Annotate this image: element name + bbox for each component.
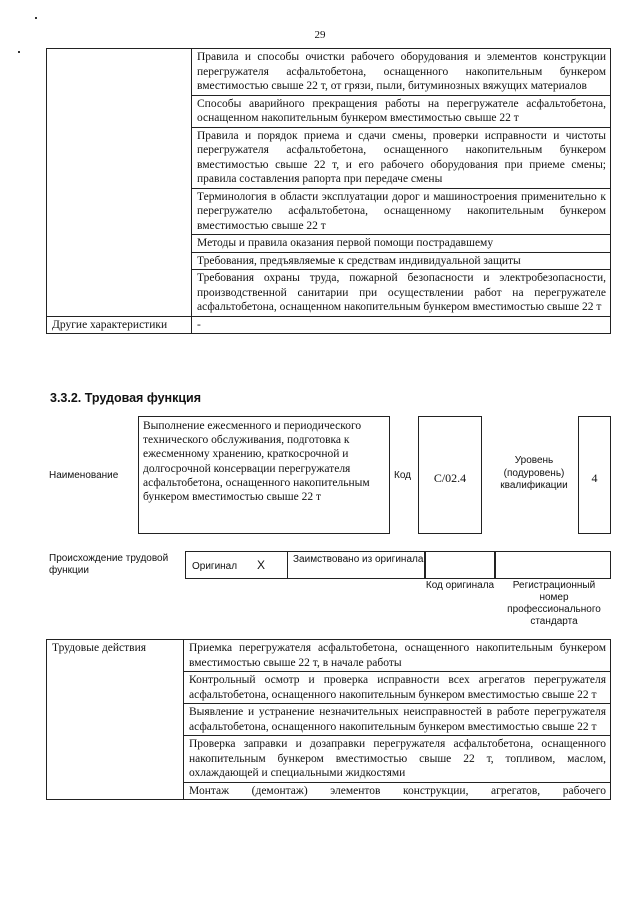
scan-speck <box>35 17 37 19</box>
origin-box <box>185 551 425 579</box>
other-characteristics-value: - <box>192 316 611 334</box>
labor-action-item: Контрольный осмотр и проверка исправности всех агрегатов перегружателя асфальтобетона, оснащенного накопительным бункером вместимостью свыше 22 т <box>184 672 611 704</box>
labor-actions-label: Трудовые действия <box>47 640 184 800</box>
labor-actions-table <box>46 639 611 800</box>
knowledge-item: Правила и порядок приема и сдачи смены, проверки исправности и чистоты перегружателя асфальтобетона, оснащенного накопительным бункером вместимостью свыше 22 т, и его рабочего оборудования при приеме смены; правила составления рапорта при передаче смены <box>192 127 611 188</box>
table-row <box>47 640 611 672</box>
original-mark: X <box>257 558 266 572</box>
reg-number-caption: Регистрационный номер профессионального стандарта <box>507 580 601 627</box>
other-characteristics-label: Другие характеристики <box>47 316 192 334</box>
divider <box>287 552 288 578</box>
function-name-box: Выполнение ежесменного и периодического технического обслуживания, подготовка к ежесменному хранению, краткосрочной и долгосрочной консервации перегружателя асфальтобетона, оснащенного накопительным бункером вместимостью свыше 22 т <box>138 416 390 534</box>
table-row <box>47 316 611 334</box>
knowledge-item: Методы и правила оказания первой помощи пострадавшему <box>192 235 611 253</box>
knowledge-item: Способы аварийного прекращения работы на перегружателе асфальтобетона, оснащенном накопительным бункером вместимостью свыше 22 т <box>192 95 611 127</box>
code-box: С/02.4 <box>418 416 482 534</box>
scan-speck <box>18 51 20 53</box>
knowledge-item: Требования, предъявляемые к средствам индивидуальной защиты <box>192 252 611 270</box>
table-row <box>47 49 611 96</box>
labor-action-item: Монтаж (демонтаж) элементов конструкции, агрегатов, рабочего <box>184 782 611 800</box>
original-code-caption: Код оригинала <box>425 580 495 591</box>
reg-number-box <box>495 551 611 579</box>
knowledge-item: Терминология в области эксплуатации дорог и машиностроения применительно к перегружателю асфальтобетона, оснащенному накопительным бункером вместимостью свыше 22 т <box>192 188 611 235</box>
labor-action-item: Выявление и устранение незначительных неисправностей в работе перегружателя асфальтобетона, оснащенного накопительным бункером вместимостью свыше 22 т <box>184 704 611 736</box>
section-heading: 3.3.2. Трудовая функция <box>50 391 202 405</box>
label-cell <box>47 49 192 317</box>
code-label: Код <box>394 470 412 481</box>
labor-action-item: Проверка заправки и дозаправки перегружателя асфальтобетона, оснащенного накопительным бункером вместимостью свыше 22 т, топливом, маслом, охлаждающей и специальными жидкостями <box>184 736 611 783</box>
qualification-level-label: Уровень (подуровень) квалификации <box>500 455 568 491</box>
qualification-level-box: 4 <box>578 416 611 534</box>
knowledge-item: Правила и способы очистки рабочего оборудования и элементов конструкции перегружателя асфальтобетона, оснащенного накопительным бункером вместимостью свыше 22 т, от грязи, пыли, битуминозных вяжущих материалов <box>192 49 611 96</box>
labor-action-item: Приемка перегружателя асфальтобетона, оснащенного накопительным бункером вместимостью свыше 22 т, в начале работы <box>184 640 611 672</box>
borrowed-label: Заимствовано из оригинала <box>293 554 424 565</box>
page-number: 29 <box>314 29 326 41</box>
knowledge-item: Требования охраны труда, пожарной безопасности и электробезопасности, производственной санитарии при осуществлении работ на перегружателе асфальтобетона, оснащенном накопительным бункером вместимостью свыше 22 т <box>192 270 611 317</box>
origin-label: Происхождение трудовой функции <box>49 553 169 576</box>
original-code-box <box>425 551 495 579</box>
knowledge-table <box>46 48 611 334</box>
name-label: Наименование <box>49 470 119 481</box>
original-label: Оригинал <box>192 561 238 572</box>
